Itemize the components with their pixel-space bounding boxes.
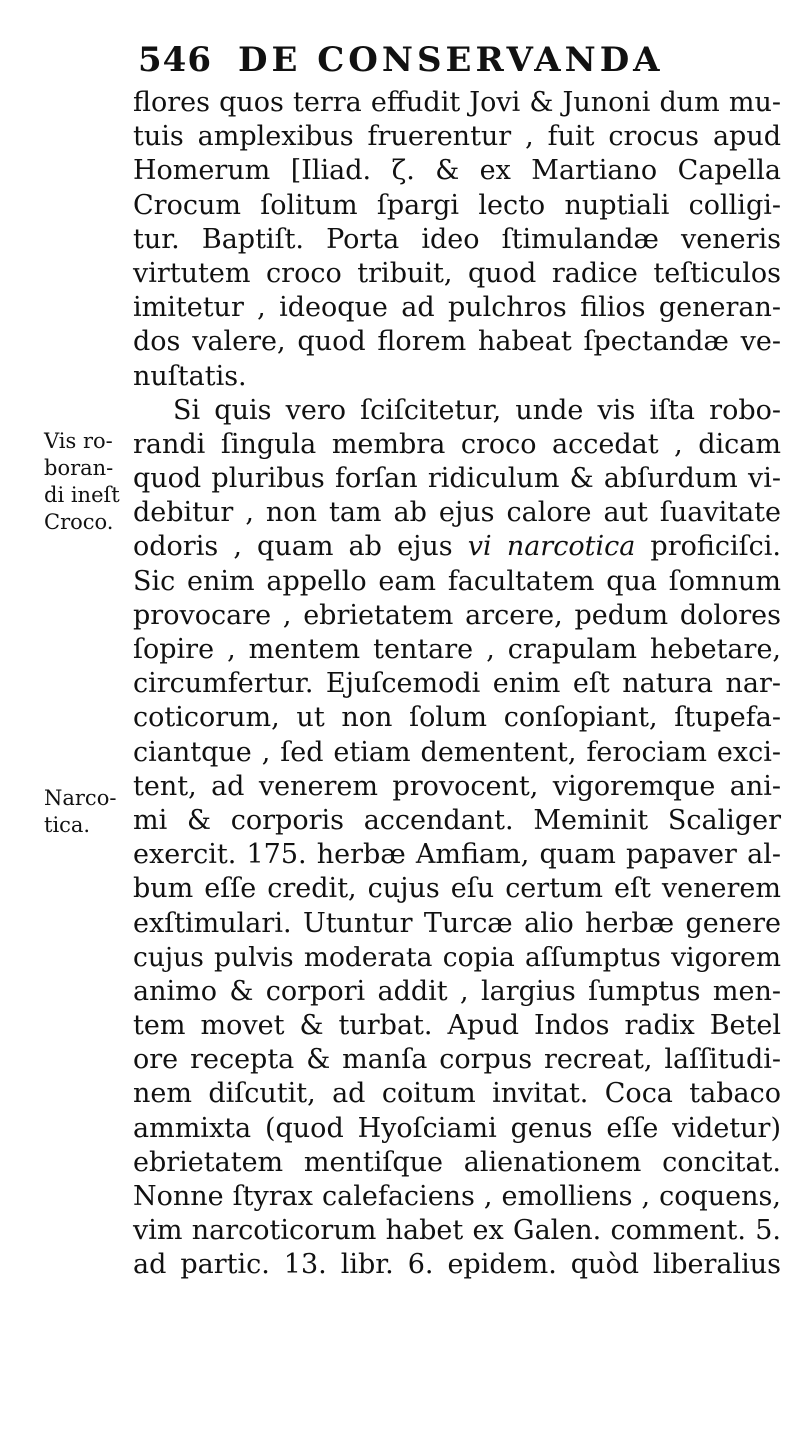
text-line: dos valere, quod florem habeat ſpectandæ ve- [133, 326, 781, 358]
text-line: exſtimulari. Utuntur Turcæ alio herbæ genere [133, 907, 781, 939]
text-line: cujus pulvis moderata copia aſſumptus vigorem [133, 941, 781, 973]
margin-note-narcotica [44, 785, 132, 839]
text-line: nem diſcutit, ad coitum invitat. Coca tabaco [133, 1078, 781, 1110]
text-line: ebrietatem mentiſque alienationem concitat. [133, 1146, 781, 1178]
text-line: ſopire , mentem tentare , crapulam hebetare, [133, 634, 781, 665]
text-line: tuis amplexibus fruerentur , fuit crocus apud [133, 121, 781, 153]
text-line: flores quos terra effudit Jovi & Junoni dum mu- [133, 87, 781, 118]
text-line: ore recepta & manſa corpus recreat, laſſitudi- [133, 1044, 781, 1076]
text-segment: proficiſci. [635, 531, 781, 563]
text-line: virtutem croco tribuit, quod radice teſticulos [133, 257, 781, 289]
text-line: mi & corporis accendant. Meminit Scaliger [133, 804, 781, 836]
text-line: tur. Baptiſt. Porta ideo ſtimulandæ veneris [133, 223, 781, 255]
text-line: imitetur , ideoque ad pulchros filios generan- [133, 292, 781, 324]
text-line: coticorum, ut non ſolum conſopiant, ſtupefa- [133, 702, 781, 734]
text-line: tem movet & turbat. Apud Indos radix Betel [133, 1010, 781, 1042]
margin-note-line: di ineſt [44, 483, 120, 507]
margin-note-line: Croco. [44, 510, 114, 534]
text-line: Nonne ſtyrax calefaciens , emolliens , coquens, [133, 1181, 781, 1212]
text-line: circumfertur. Ejuſcemodi enim eſt natura nar- [133, 668, 781, 700]
text-line: randi ſingula membra croco accedat , dicam [133, 428, 781, 460]
text-line: ciantque , ſed etiam dementent, ferociam exci- [133, 736, 781, 768]
text-line: debitur , non tam ab ejus calore aut ſuavitate [133, 497, 781, 529]
page-number: 546 [138, 40, 212, 80]
text-line: ammixta (quod Hyoſciami genus eſſe videtur) [133, 1112, 781, 1144]
text-line: bum eſſe credit, cujus eſu certum eſt venerem [133, 873, 781, 905]
text-line [133, 530, 781, 564]
page-header [138, 40, 698, 88]
text-line: animo & corpori addit , largius ſumptus men- [133, 975, 781, 1007]
text-line: exercit. 175. herbæ Amfiam, quam papaver al- [133, 839, 781, 871]
margin-note-line: Vis ro- [44, 429, 113, 453]
text-line: ad partic. 13. libr. 6. epidem. quòd liberalius [133, 1249, 781, 1281]
text-line: Homerum [Iliad. ζ. & ex Martiano Capella [133, 155, 781, 187]
text-line: tent, ad venerem provocent, vigoremque ani- [133, 770, 781, 802]
text-line: Si quis vero ſciſcitetur, unde vis iſta robo- [173, 394, 781, 426]
text-line: Crocum ſolitum ſpargi lecto nuptiali colligi- [133, 189, 781, 221]
margin-note-line: Narco- [44, 786, 117, 810]
text-line: nuſtatis. [133, 360, 247, 392]
margin-note-line: tica. [44, 813, 91, 837]
text-line: quod pluribus forſan ridiculum & abſurdum vi- [133, 463, 781, 495]
text-line: provocare , ebrietatem arcere, pedum dolores [133, 599, 781, 631]
body-text [133, 86, 781, 1283]
margin-note-vis-roborandi [44, 428, 132, 536]
text-line: Sic enim appello eam facultatem qua ſomnum [133, 565, 781, 597]
running-title: DE CONSERVANDA [237, 40, 664, 80]
text-segment: odoris , quam ab ejus [133, 531, 468, 563]
text-line: vim narcoticorum habet ex Galen. comment. 5. [133, 1215, 781, 1247]
italic-phrase: vi narcotica [467, 531, 636, 563]
margin-note-line: boran- [44, 456, 114, 480]
